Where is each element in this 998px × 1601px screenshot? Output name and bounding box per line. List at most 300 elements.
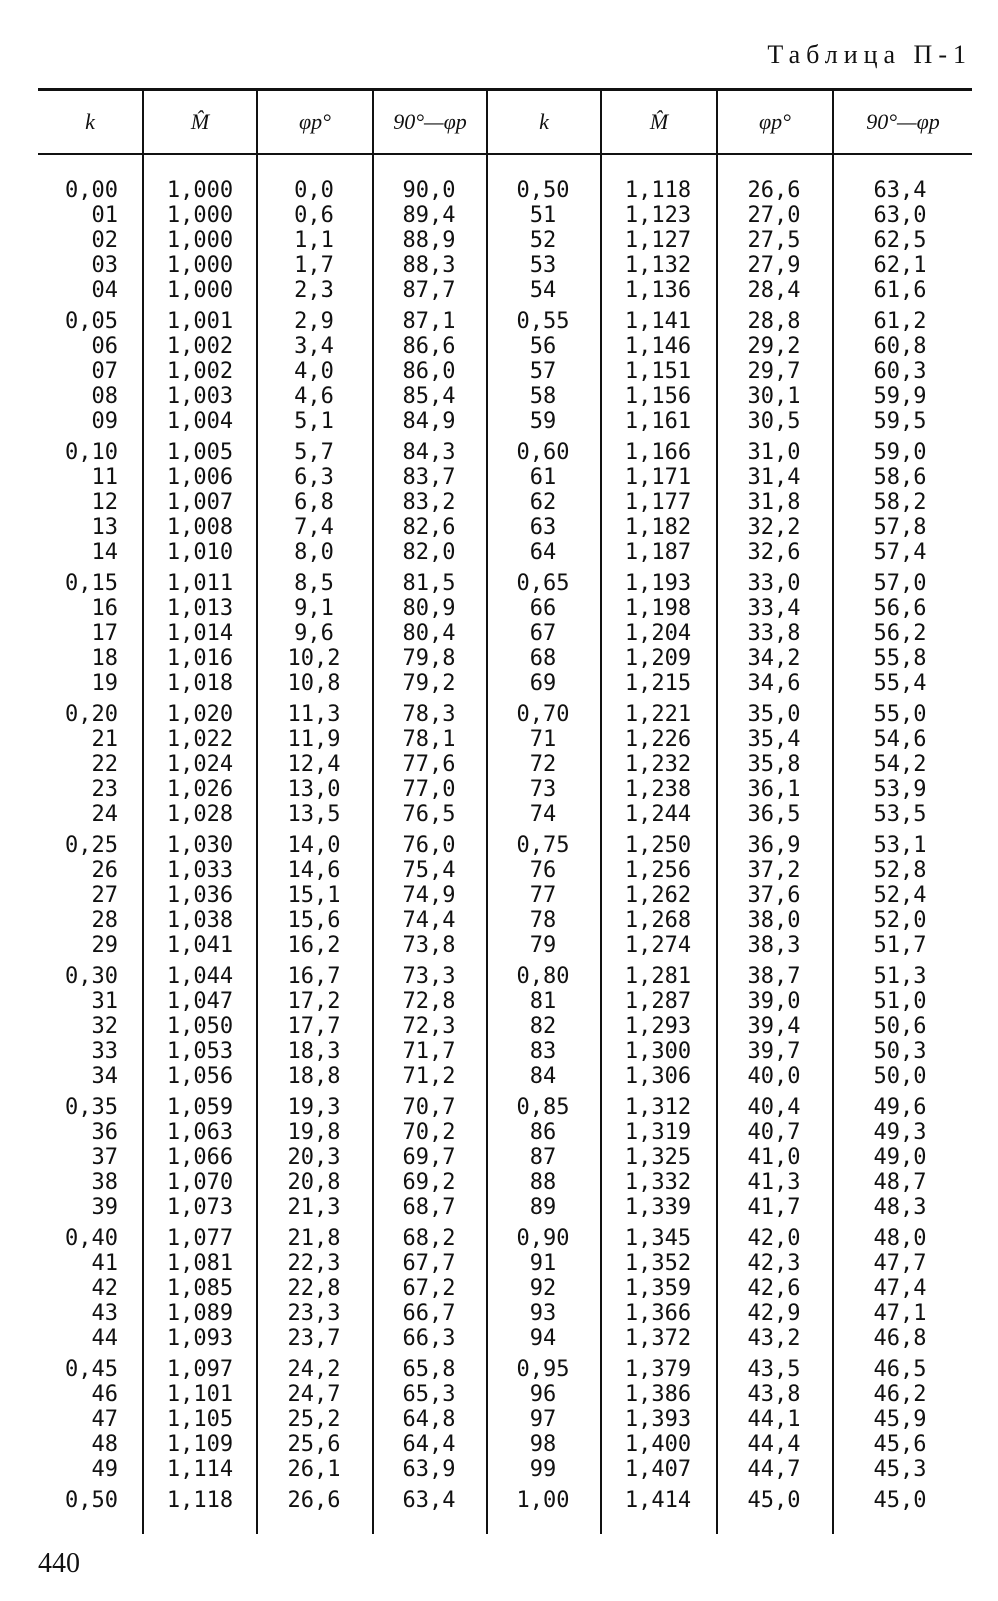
table-cell: 1,000 bbox=[166, 203, 234, 228]
table-cell: 55,0 bbox=[873, 702, 927, 727]
table-cell: 1,379 bbox=[624, 1357, 692, 1382]
table-cell: 1,008 bbox=[166, 515, 234, 540]
table-cell: 6,8 bbox=[294, 490, 334, 515]
table-cell: 42,6 bbox=[747, 1276, 801, 1301]
table-cell: 42,3 bbox=[747, 1251, 801, 1276]
table-cell: 1,089 bbox=[166, 1301, 234, 1326]
table-cell: 63,9 bbox=[402, 1457, 456, 1482]
table-cell: 60,8 bbox=[873, 334, 927, 359]
table-cell: 18,8 bbox=[287, 1064, 341, 1089]
table-cell: 27,0 bbox=[747, 203, 801, 228]
table-cell: 1,250 bbox=[624, 833, 692, 858]
table-cell: 89 bbox=[529, 1195, 557, 1220]
table-cell: 39,7 bbox=[747, 1039, 801, 1064]
table-cell: 1,268 bbox=[624, 908, 692, 933]
table-cell: 40,0 bbox=[747, 1064, 801, 1089]
table-cell: 43,2 bbox=[747, 1326, 801, 1351]
table-cell: 3,4 bbox=[294, 334, 334, 359]
table-cell: 47,1 bbox=[873, 1301, 927, 1326]
table-cell: 52,0 bbox=[873, 908, 927, 933]
table-cell: 1,146 bbox=[624, 334, 692, 359]
table-cell: 45,0 bbox=[873, 1488, 927, 1513]
table-cell: 46,8 bbox=[873, 1326, 927, 1351]
table-cell: 1,014 bbox=[166, 621, 234, 646]
table-cell: 1,041 bbox=[166, 933, 234, 958]
table-cell: 85,4 bbox=[402, 384, 456, 409]
table-cell: 77,0 bbox=[402, 777, 456, 802]
table-cell: 47 bbox=[91, 1407, 118, 1432]
table-cell: 79,2 bbox=[402, 671, 456, 696]
table-cell: 16 bbox=[91, 596, 118, 621]
table-cell: 8,5 bbox=[294, 571, 334, 596]
table-cell: 73,8 bbox=[402, 933, 456, 958]
table-cell: 0,40 bbox=[65, 1226, 118, 1251]
table-cell: 0,45 bbox=[65, 1357, 118, 1382]
table-cell: 1,386 bbox=[624, 1382, 692, 1407]
column-complement-left bbox=[378, 178, 480, 1513]
table-cell: 1,136 bbox=[624, 278, 692, 303]
table-cell: 02 bbox=[91, 228, 118, 253]
table-cell: 74,4 bbox=[402, 908, 456, 933]
table-cell: 71,2 bbox=[402, 1064, 456, 1089]
table-title: Таблица П-1 bbox=[767, 40, 972, 69]
table-cell: 64,4 bbox=[402, 1432, 456, 1457]
table-cell: 83,2 bbox=[402, 490, 456, 515]
table-cell: 1,002 bbox=[166, 334, 234, 359]
table-cell: 1,161 bbox=[624, 409, 692, 434]
table-cell: 45,6 bbox=[873, 1432, 927, 1457]
table-cell: 0,50 bbox=[65, 1488, 118, 1513]
table-cell: 82,0 bbox=[402, 540, 456, 565]
table-cell: 33,8 bbox=[747, 621, 801, 646]
column-m-left bbox=[150, 178, 250, 1513]
table-cell: 8,0 bbox=[294, 540, 334, 565]
table-cell: 1,093 bbox=[166, 1326, 234, 1351]
table-cell: 7,4 bbox=[294, 515, 334, 540]
table-cell: 53,9 bbox=[873, 777, 927, 802]
table-cell: 1,056 bbox=[166, 1064, 234, 1089]
table-cell: 27 bbox=[91, 883, 118, 908]
table-cell: 92 bbox=[529, 1276, 557, 1301]
table-cell: 1,400 bbox=[624, 1432, 692, 1457]
table-cell: 1,022 bbox=[166, 727, 234, 752]
table-cell: 78,3 bbox=[402, 702, 456, 727]
table-cell: 65,8 bbox=[402, 1357, 456, 1382]
table-cell: 38,3 bbox=[747, 933, 801, 958]
table-cell: 11,9 bbox=[287, 727, 341, 752]
table-cell: 56 bbox=[529, 334, 557, 359]
table-cell: 1,319 bbox=[624, 1120, 692, 1145]
table-cell: 86,6 bbox=[402, 334, 456, 359]
column-divider bbox=[600, 91, 602, 1534]
table-cell: 1,274 bbox=[624, 933, 692, 958]
table-cell: 78,1 bbox=[402, 727, 456, 752]
table-cell: 43 bbox=[91, 1301, 118, 1326]
table-cell: 55,8 bbox=[873, 646, 927, 671]
table-cell: 32,2 bbox=[747, 515, 801, 540]
table-cell: 42 bbox=[91, 1276, 118, 1301]
column-phi-right bbox=[722, 178, 826, 1513]
table-cell: 1,073 bbox=[166, 1195, 234, 1220]
table-cell: 1,123 bbox=[624, 203, 692, 228]
table-cell: 13,5 bbox=[287, 802, 341, 827]
table-cell: 48,7 bbox=[873, 1170, 927, 1195]
header-m-right: M̂ bbox=[649, 109, 669, 134]
table-cell: 48 bbox=[91, 1432, 118, 1457]
table-cell: 47,7 bbox=[873, 1251, 927, 1276]
table-cell: 07 bbox=[91, 359, 118, 384]
header-k-right: k bbox=[539, 109, 549, 134]
table-cell: 1,209 bbox=[624, 646, 692, 671]
table-cell: 59,5 bbox=[873, 409, 927, 434]
table-cell: 98 bbox=[529, 1432, 557, 1457]
table-cell: 59,0 bbox=[873, 440, 927, 465]
table-cell: 51,3 bbox=[873, 964, 927, 989]
table-cell: 44 bbox=[91, 1326, 118, 1351]
table-cell: 1,226 bbox=[624, 727, 692, 752]
table-cell: 67 bbox=[529, 621, 557, 646]
table-cell: 88,3 bbox=[402, 253, 456, 278]
table-cell: 61 bbox=[529, 465, 557, 490]
table-cell: 1,020 bbox=[166, 702, 234, 727]
table-cell: 41,3 bbox=[747, 1170, 801, 1195]
table-cell: 0,05 bbox=[65, 309, 118, 334]
table-cell: 27,9 bbox=[747, 253, 801, 278]
table-cell: 1,372 bbox=[624, 1326, 692, 1351]
table-cell: 72 bbox=[529, 752, 557, 777]
table-cell: 24 bbox=[91, 802, 118, 827]
table-cell: 17,7 bbox=[287, 1014, 341, 1039]
table-cell: 46,5 bbox=[873, 1357, 927, 1382]
table-cell: 0,20 bbox=[65, 702, 118, 727]
table-cell: 31,8 bbox=[747, 490, 801, 515]
header-complement-left: 90°—φp bbox=[393, 109, 467, 134]
table-cell: 1,013 bbox=[166, 596, 234, 621]
table-cell: 31,4 bbox=[747, 465, 801, 490]
table-cell: 24,2 bbox=[287, 1357, 341, 1382]
table-cell: 42,9 bbox=[747, 1301, 801, 1326]
table-cell: 23,7 bbox=[287, 1326, 341, 1351]
table-cell: 9,6 bbox=[294, 621, 334, 646]
table-cell: 1,262 bbox=[624, 883, 692, 908]
table-cell: 2,9 bbox=[294, 309, 334, 334]
table-cell: 58,6 bbox=[873, 465, 927, 490]
table-cell: 87 bbox=[529, 1145, 557, 1170]
table-cell: 14 bbox=[91, 540, 118, 565]
table-cell: 81 bbox=[529, 989, 557, 1014]
table-cell: 03 bbox=[91, 253, 118, 278]
table-cell: 37,6 bbox=[747, 883, 801, 908]
table-cell: 21,8 bbox=[287, 1226, 341, 1251]
table-cell: 81,5 bbox=[402, 571, 456, 596]
table-cell: 79 bbox=[529, 933, 557, 958]
table-cell: 44,1 bbox=[747, 1407, 801, 1432]
table-cell: 08 bbox=[91, 384, 118, 409]
page-number: 440 bbox=[38, 1548, 80, 1579]
table-cell: 57 bbox=[529, 359, 557, 384]
table-cell: 04 bbox=[91, 278, 118, 303]
table-cell: 1,003 bbox=[166, 384, 234, 409]
column-complement-right bbox=[840, 178, 960, 1513]
table-cell: 1,114 bbox=[166, 1457, 234, 1482]
table-cell: 0,25 bbox=[65, 833, 118, 858]
table-cell: 32,6 bbox=[747, 540, 801, 565]
table-cell: 1,00 bbox=[516, 1488, 570, 1513]
table-cell: 1,156 bbox=[624, 384, 692, 409]
table-cell: 45,3 bbox=[873, 1457, 927, 1482]
table-cell: 18 bbox=[91, 646, 118, 671]
table-cell: 1,232 bbox=[624, 752, 692, 777]
table-cell: 1,018 bbox=[166, 671, 234, 696]
table-cell: 80,9 bbox=[402, 596, 456, 621]
table-cell: 29 bbox=[91, 933, 118, 958]
table-cell: 1,238 bbox=[624, 777, 692, 802]
table-cell: 1,000 bbox=[166, 178, 234, 203]
table-cell: 1,166 bbox=[624, 440, 692, 465]
table-cell: 1,393 bbox=[624, 1407, 692, 1432]
table-cell: 90,0 bbox=[402, 178, 456, 203]
table-cell: 59,9 bbox=[873, 384, 927, 409]
table-cell: 38,0 bbox=[747, 908, 801, 933]
table-cell: 73,3 bbox=[402, 964, 456, 989]
table-cell: 1,036 bbox=[166, 883, 234, 908]
table-cell: 99 bbox=[529, 1457, 557, 1482]
table-cell: 1,193 bbox=[624, 571, 692, 596]
table-cell: 66,3 bbox=[402, 1326, 456, 1351]
table-cell: 58 bbox=[529, 384, 557, 409]
table-cell: 49,6 bbox=[873, 1095, 927, 1120]
table-cell: 54 bbox=[529, 278, 557, 303]
header-phi-left: φp° bbox=[299, 109, 331, 134]
table-cell: 41,0 bbox=[747, 1145, 801, 1170]
table-cell: 1,000 bbox=[166, 228, 234, 253]
table-cell: 31 bbox=[91, 989, 118, 1014]
table-cell: 84,9 bbox=[402, 409, 456, 434]
table-cell: 1,127 bbox=[624, 228, 692, 253]
table-cell: 26 bbox=[91, 858, 118, 883]
table-cell: 41 bbox=[91, 1251, 118, 1276]
column-k-left bbox=[50, 178, 118, 1513]
table-cell: 1,000 bbox=[166, 253, 234, 278]
table-cell: 19,8 bbox=[287, 1120, 341, 1145]
table-cell: 40,4 bbox=[747, 1095, 801, 1120]
table-cell: 89,4 bbox=[402, 203, 456, 228]
table-cell: 67,2 bbox=[402, 1276, 456, 1301]
table-cell: 21,3 bbox=[287, 1195, 341, 1220]
table-cell: 1,221 bbox=[624, 702, 692, 727]
table-cell: 16,7 bbox=[287, 964, 341, 989]
table-cell: 1,026 bbox=[166, 777, 234, 802]
table-cell: 36 bbox=[91, 1120, 118, 1145]
table-cell: 0,85 bbox=[516, 1095, 570, 1120]
table-cell: 25,6 bbox=[287, 1432, 341, 1457]
table-cell: 1,097 bbox=[166, 1357, 234, 1382]
table-cell: 12 bbox=[91, 490, 118, 515]
table-cell: 49,3 bbox=[873, 1120, 927, 1145]
table-cell: 84 bbox=[529, 1064, 557, 1089]
table-cell: 46 bbox=[91, 1382, 118, 1407]
table-cell: 87,7 bbox=[402, 278, 456, 303]
table-cell: 76 bbox=[529, 858, 557, 883]
table-cell: 33,0 bbox=[747, 571, 801, 596]
table-cell: 1,077 bbox=[166, 1226, 234, 1251]
table-cell: 1,171 bbox=[624, 465, 692, 490]
table-cell: 72,3 bbox=[402, 1014, 456, 1039]
table-cell: 57,0 bbox=[873, 571, 927, 596]
table-cell: 36,9 bbox=[747, 833, 801, 858]
table-cell: 1,300 bbox=[624, 1039, 692, 1064]
table-cell: 1,293 bbox=[624, 1014, 692, 1039]
table-cell: 59 bbox=[529, 409, 557, 434]
table-cell: 84,3 bbox=[402, 440, 456, 465]
table-cell: 20,3 bbox=[287, 1145, 341, 1170]
table-cell: 52,8 bbox=[873, 858, 927, 883]
table-cell: 10,8 bbox=[287, 671, 341, 696]
table-cell: 0,30 bbox=[65, 964, 118, 989]
table-cell: 32 bbox=[91, 1014, 118, 1039]
table-cell: 1,066 bbox=[166, 1145, 234, 1170]
table-cell: 74 bbox=[529, 802, 557, 827]
table-cell: 33 bbox=[91, 1039, 118, 1064]
table-cell: 1,332 bbox=[624, 1170, 692, 1195]
table-cell: 1,050 bbox=[166, 1014, 234, 1039]
table-cell: 1,063 bbox=[166, 1120, 234, 1145]
table-cell: 35,8 bbox=[747, 752, 801, 777]
table-cell: 11 bbox=[91, 465, 118, 490]
table-cell: 93 bbox=[529, 1301, 557, 1326]
table-cell: 1,109 bbox=[166, 1432, 234, 1457]
table-cell: 1,005 bbox=[166, 440, 234, 465]
table-cell: 18,3 bbox=[287, 1039, 341, 1064]
table-cell: 1,359 bbox=[624, 1276, 692, 1301]
table-cell: 75,4 bbox=[402, 858, 456, 883]
table-cell: 63,4 bbox=[402, 1488, 456, 1513]
table-cell: 43,5 bbox=[747, 1357, 801, 1382]
table-cell: 27,5 bbox=[747, 228, 801, 253]
table-cell: 53,1 bbox=[873, 833, 927, 858]
table-cell: 39,4 bbox=[747, 1014, 801, 1039]
table-cell: 40,7 bbox=[747, 1120, 801, 1145]
table-cell: 53 bbox=[529, 253, 557, 278]
table-cell: 71,7 bbox=[402, 1039, 456, 1064]
table-cell: 1,070 bbox=[166, 1170, 234, 1195]
table-cell: 23 bbox=[91, 777, 118, 802]
table-cell: 77,6 bbox=[402, 752, 456, 777]
table-cell: 39 bbox=[91, 1195, 118, 1220]
table-cell: 51,0 bbox=[873, 989, 927, 1014]
table-cell: 28 bbox=[91, 908, 118, 933]
table-cell: 54,2 bbox=[873, 752, 927, 777]
table-cell: 15,6 bbox=[287, 908, 341, 933]
table-cell: 12,4 bbox=[287, 752, 341, 777]
table-cell: 57,4 bbox=[873, 540, 927, 565]
table-cell: 50,6 bbox=[873, 1014, 927, 1039]
table-cell: 20,8 bbox=[287, 1170, 341, 1195]
table-cell: 1,287 bbox=[624, 989, 692, 1014]
table-cell: 48,0 bbox=[873, 1226, 927, 1251]
table-cell: 88 bbox=[529, 1170, 557, 1195]
table-cell: 0,55 bbox=[516, 309, 570, 334]
table-cell: 82 bbox=[529, 1014, 557, 1039]
table-cell: 1,414 bbox=[624, 1488, 692, 1513]
table-cell: 26,6 bbox=[287, 1488, 341, 1513]
table-cell: 19,3 bbox=[287, 1095, 341, 1120]
table-cell: 88,9 bbox=[402, 228, 456, 253]
table-cell: 77 bbox=[529, 883, 557, 908]
table-cell: 1,033 bbox=[166, 858, 234, 883]
table-cell: 1,001 bbox=[166, 309, 234, 334]
table-cell: 36,5 bbox=[747, 802, 801, 827]
table-cell: 58,2 bbox=[873, 490, 927, 515]
table-cell: 10,2 bbox=[287, 646, 341, 671]
table-cell: 01 bbox=[91, 203, 118, 228]
table-cell: 9,1 bbox=[294, 596, 334, 621]
table-cell: 52,4 bbox=[873, 883, 927, 908]
table-cell: 62,1 bbox=[873, 253, 927, 278]
table-cell: 24,7 bbox=[287, 1382, 341, 1407]
table-cell: 83 bbox=[529, 1039, 557, 1064]
table-cell: 1,345 bbox=[624, 1226, 692, 1251]
table-cell: 33,4 bbox=[747, 596, 801, 621]
table-cell: 5,1 bbox=[294, 409, 334, 434]
table-cell: 97 bbox=[529, 1407, 557, 1432]
table-cell: 1,7 bbox=[294, 253, 334, 278]
table-cell: 15,1 bbox=[287, 883, 341, 908]
table-cell: 37 bbox=[91, 1145, 118, 1170]
table-cell: 94 bbox=[529, 1326, 557, 1351]
table-cell: 57,8 bbox=[873, 515, 927, 540]
table-cell: 66 bbox=[529, 596, 557, 621]
table-cell: 74,9 bbox=[402, 883, 456, 908]
column-k-right bbox=[500, 178, 586, 1513]
table-cell: 48,3 bbox=[873, 1195, 927, 1220]
table-cell: 1,016 bbox=[166, 646, 234, 671]
table-cell: 60,3 bbox=[873, 359, 927, 384]
table-cell: 64,8 bbox=[402, 1407, 456, 1432]
table-cell: 34 bbox=[91, 1064, 118, 1089]
table-cell: 38,7 bbox=[747, 964, 801, 989]
table-cell: 56,2 bbox=[873, 621, 927, 646]
table-cell: 96 bbox=[529, 1382, 557, 1407]
table-cell: 86,0 bbox=[402, 359, 456, 384]
table-cell: 62 bbox=[529, 490, 557, 515]
table-cell: 1,081 bbox=[166, 1251, 234, 1276]
table-cell: 61,6 bbox=[873, 278, 927, 303]
table-cell: 26,6 bbox=[747, 178, 801, 203]
table-cell: 1,101 bbox=[166, 1382, 234, 1407]
table-cell: 1,187 bbox=[624, 540, 692, 565]
table-cell: 1,1 bbox=[294, 228, 334, 253]
table-cell: 0,6 bbox=[294, 203, 334, 228]
table-cell: 37,2 bbox=[747, 858, 801, 883]
table-cell: 1,030 bbox=[166, 833, 234, 858]
table-cell: 1,118 bbox=[166, 1488, 234, 1513]
table-cell: 45,9 bbox=[873, 1407, 927, 1432]
table-cell: 1,256 bbox=[624, 858, 692, 883]
table-cell: 13,0 bbox=[287, 777, 341, 802]
table-cell: 82,6 bbox=[402, 515, 456, 540]
table-cell: 22 bbox=[91, 752, 118, 777]
table-cell: 68,7 bbox=[402, 1195, 456, 1220]
table-cell: 34,6 bbox=[747, 671, 801, 696]
table-cell: 56,6 bbox=[873, 596, 927, 621]
table-cell: 1,024 bbox=[166, 752, 234, 777]
table-cell: 0,00 bbox=[65, 178, 118, 203]
table-cell: 39,0 bbox=[747, 989, 801, 1014]
table-cell: 69,2 bbox=[402, 1170, 456, 1195]
table-cell: 53,5 bbox=[873, 802, 927, 827]
table-cell: 35,4 bbox=[747, 727, 801, 752]
